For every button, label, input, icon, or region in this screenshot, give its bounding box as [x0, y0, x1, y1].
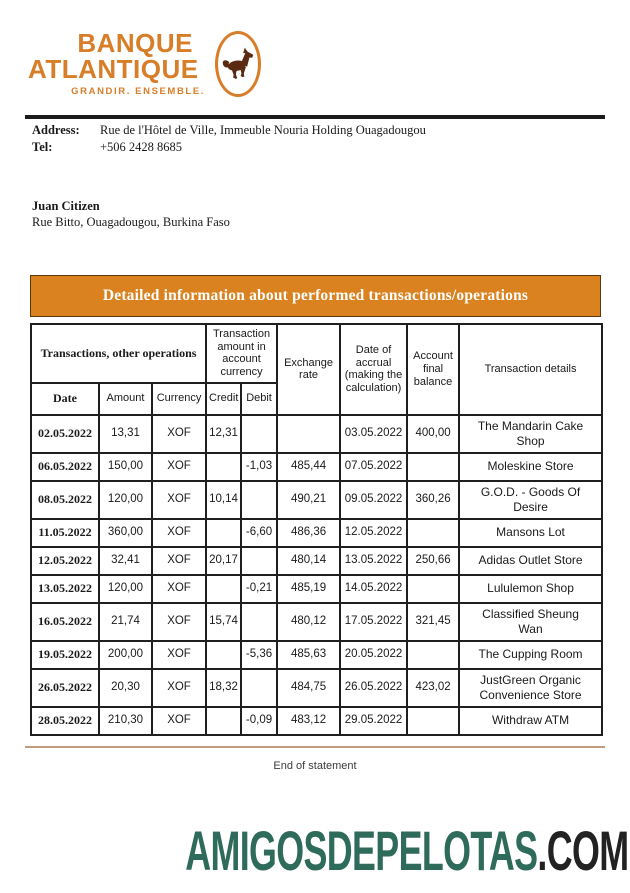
cell-accrual_date: 14.05.2022 [340, 575, 407, 603]
tel-label: Tel: [32, 140, 53, 154]
cell-amount: 360,00 [99, 519, 152, 547]
table-row [31, 547, 602, 575]
table-row [31, 641, 602, 669]
cell-amount: 120,00 [99, 481, 152, 519]
cell-currency: XOF [152, 519, 206, 547]
cell-date: 19.05.2022 [31, 641, 99, 669]
cell-credit: 20,17 [206, 547, 241, 575]
bank-tagline: GRANDIR. ENSEMBLE. [71, 86, 205, 97]
bank-contact-block [32, 122, 426, 156]
header-currency: Currency [152, 383, 206, 415]
table-row [31, 519, 602, 547]
bank-logo [28, 30, 261, 97]
cell-exchange_rate: 485,19 [277, 575, 340, 603]
statement-section [30, 275, 601, 736]
cell-balance [407, 707, 459, 735]
header-date: Date [31, 383, 99, 415]
cell-details: Classified Sheung Wan [459, 603, 602, 641]
header-exchange-rate: Exchange rate [277, 324, 340, 415]
cell-details: Adidas Outlet Store [459, 547, 602, 575]
header-credit: Credit [206, 383, 241, 415]
cell-debit [241, 481, 277, 519]
cell-date: 08.05.2022 [31, 481, 99, 519]
table-row [31, 481, 602, 519]
tel-value: +506 2428 8685 [100, 140, 183, 154]
table-row [31, 453, 602, 481]
watermark-name: AMIGOSDEPELOTAS [184, 819, 537, 882]
customer-block [32, 198, 230, 230]
cell-exchange_rate: 485,44 [277, 453, 340, 481]
table-title-banner: Detailed information about performed transactions/operations [30, 275, 601, 317]
cell-date: 26.05.2022 [31, 669, 99, 707]
cell-credit [206, 641, 241, 669]
cell-exchange_rate: 486,36 [277, 519, 340, 547]
table-row [31, 415, 602, 453]
customer-name: Juan Citizen [32, 199, 100, 213]
horse-icon [221, 42, 255, 86]
cell-exchange_rate [277, 415, 340, 453]
footer-divider [25, 746, 605, 748]
cell-details: Lululemon Shop [459, 575, 602, 603]
cell-balance: 423,02 [407, 669, 459, 707]
cell-details: Withdraw ATM [459, 707, 602, 735]
cell-exchange_rate: 484,75 [277, 669, 340, 707]
cell-balance [407, 453, 459, 481]
table-row [31, 707, 602, 735]
cell-date: 12.05.2022 [31, 547, 99, 575]
cell-details: G.O.D. - Goods Of Desire [459, 481, 602, 519]
cell-debit [241, 669, 277, 707]
cell-accrual_date: 09.05.2022 [340, 481, 407, 519]
address-label: Address: [32, 123, 80, 137]
cell-details: JustGreen Organic Convenience Store [459, 669, 602, 707]
cell-currency: XOF [152, 481, 206, 519]
cell-accrual_date: 07.05.2022 [340, 453, 407, 481]
cell-accrual_date: 13.05.2022 [340, 547, 407, 575]
cell-accrual_date: 26.05.2022 [340, 669, 407, 707]
cell-date: 02.05.2022 [31, 415, 99, 453]
cell-details: The Mandarin Cake Shop [459, 415, 602, 453]
cell-amount: 21,74 [99, 603, 152, 641]
transactions-table-body [31, 415, 602, 735]
cell-debit [241, 603, 277, 641]
watermark-tld: .COM [536, 819, 628, 882]
cell-currency: XOF [152, 641, 206, 669]
cell-balance: 321,45 [407, 603, 459, 641]
cell-currency: XOF [152, 547, 206, 575]
end-of-statement-text: End of statement [273, 760, 357, 772]
table-row [31, 603, 602, 641]
cell-debit [241, 547, 277, 575]
cell-exchange_rate: 480,14 [277, 547, 340, 575]
cell-credit [206, 575, 241, 603]
transactions-table [30, 323, 603, 736]
cell-date: 11.05.2022 [31, 519, 99, 547]
cell-balance: 400,00 [407, 415, 459, 453]
address-row [32, 122, 426, 139]
cell-debit: -6,60 [241, 519, 277, 547]
header-final-balance: Account final balance [407, 324, 459, 415]
cell-currency: XOF [152, 603, 206, 641]
bank-name-line1: BANQUE [77, 28, 193, 58]
customer-address: Rue Bitto, Ouagadougou, Burkina Faso [32, 215, 230, 229]
cell-currency: XOF [152, 415, 206, 453]
cell-amount: 150,00 [99, 453, 152, 481]
header-debit: Debit [241, 383, 277, 415]
cell-amount: 13,31 [99, 415, 152, 453]
cell-balance [407, 641, 459, 669]
header-transactions-group: Transactions, other operations [31, 324, 206, 383]
header-amount: Amount [99, 383, 152, 415]
cell-currency: XOF [152, 575, 206, 603]
cell-accrual_date: 12.05.2022 [340, 519, 407, 547]
header-amount-in-account: Transaction amount in account currency [206, 324, 277, 383]
cell-debit [241, 415, 277, 453]
cell-credit [206, 519, 241, 547]
horse-emblem [215, 31, 261, 97]
cell-debit: -0,21 [241, 575, 277, 603]
cell-debit: -0,09 [241, 707, 277, 735]
tel-row [32, 139, 426, 156]
header-details: Transaction details [459, 324, 602, 415]
bank-logo-text [28, 28, 205, 97]
watermark [185, 818, 628, 883]
cell-credit [206, 707, 241, 735]
cell-currency: XOF [152, 669, 206, 707]
cell-balance [407, 519, 459, 547]
cell-credit: 18,32 [206, 669, 241, 707]
cell-currency: XOF [152, 453, 206, 481]
cell-date: 13.05.2022 [31, 575, 99, 603]
cell-debit: -1,03 [241, 453, 277, 481]
cell-amount: 200,00 [99, 641, 152, 669]
cell-amount: 120,00 [99, 575, 152, 603]
cell-credit: 15,74 [206, 603, 241, 641]
cell-exchange_rate: 480,12 [277, 603, 340, 641]
cell-debit: -5,36 [241, 641, 277, 669]
cell-credit: 12,31 [206, 415, 241, 453]
cell-accrual_date: 17.05.2022 [340, 603, 407, 641]
header-divider [25, 115, 605, 119]
cell-accrual_date: 20.05.2022 [340, 641, 407, 669]
cell-credit: 10,14 [206, 481, 241, 519]
header-accrual-date: Date of accrual (making the calculation) [340, 324, 407, 415]
cell-details: Mansons Lot [459, 519, 602, 547]
cell-exchange_rate: 485,63 [277, 641, 340, 669]
cell-amount: 32,41 [99, 547, 152, 575]
address-value: Rue de l'Hôtel de Ville, Immeuble Nouria Holding Ouagadougou [100, 123, 426, 137]
cell-balance: 360,26 [407, 481, 459, 519]
cell-balance [407, 575, 459, 603]
cell-details: Moleskine Store [459, 453, 602, 481]
cell-accrual_date: 29.05.2022 [340, 707, 407, 735]
table-row [31, 575, 602, 603]
cell-exchange_rate: 490,21 [277, 481, 340, 519]
cell-exchange_rate: 483,12 [277, 707, 340, 735]
cell-details: The Cupping Room [459, 641, 602, 669]
cell-accrual_date: 03.05.2022 [340, 415, 407, 453]
cell-date: 28.05.2022 [31, 707, 99, 735]
cell-amount: 210,30 [99, 707, 152, 735]
table-row [31, 669, 602, 707]
cell-amount: 20,30 [99, 669, 152, 707]
cell-balance: 250,66 [407, 547, 459, 575]
cell-currency: XOF [152, 707, 206, 735]
cell-date: 06.05.2022 [31, 453, 99, 481]
bank-name-line2: ATLANTIQUE [28, 54, 199, 84]
cell-credit [206, 453, 241, 481]
cell-date: 16.05.2022 [31, 603, 99, 641]
